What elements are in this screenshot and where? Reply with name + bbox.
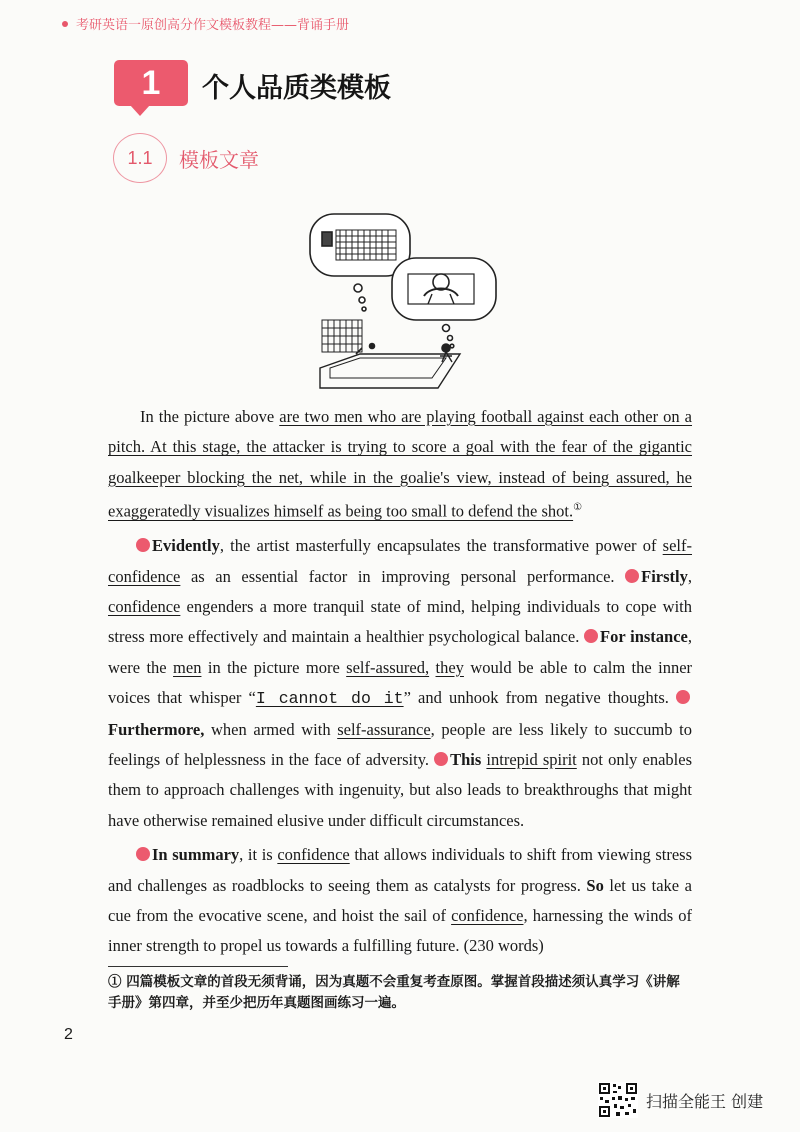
bullet-icon xyxy=(62,21,68,27)
chapter-number-badge xyxy=(114,60,188,106)
paragraph-2 xyxy=(108,531,692,836)
p2-text: , the artist masterfully encapsulates the transformative power of xyxy=(219,536,663,556)
paragraph-1 xyxy=(108,402,692,527)
p3-text: , it is xyxy=(239,845,278,865)
footnote-divider xyxy=(108,966,288,967)
p2-furthermore: Furthermore, xyxy=(108,719,205,739)
p2-text: would be able to calm the inner voices that whisper “ xyxy=(108,657,693,708)
p3-keyword: confidence xyxy=(277,845,350,865)
p3-text: , harnessing the winds of inner strength to propel us towards a fulfilling future. (230 words) xyxy=(108,906,692,956)
p2-for-instance: For instance xyxy=(600,627,688,647)
qr-code-icon xyxy=(598,1082,638,1118)
step-marker-3 xyxy=(584,629,598,643)
p2-this: This xyxy=(450,749,482,769)
p2-text: , people are less likely to succumb to feelings of helplessness in the face of adversity. xyxy=(108,719,692,769)
p2-keyword: intrepid spirit xyxy=(486,749,577,769)
section-number: 1.1 xyxy=(127,147,153,168)
cartoon-football-goalkeeper-illustration xyxy=(300,208,500,390)
step-marker-6 xyxy=(136,847,150,861)
section-title: 模板文章 xyxy=(179,148,259,172)
p2-text: in the picture more xyxy=(201,657,347,677)
running-header xyxy=(62,14,349,33)
p1-intro: In the picture above xyxy=(140,407,280,426)
footnote-mark: ① xyxy=(573,502,583,514)
p2-text: when armed with xyxy=(204,719,338,739)
p2-text: engenders a more tranquil state of mind, helping individuals to cope with stress more effectively and maintain a healthier psychological balance. xyxy=(108,596,692,647)
p1-description: are two men who are playing football against each other on a pitch. At this stage, the attacker is trying to score a goal with the fear of the gigantic goalkeeper blocking the net, while in the goalie's view, instead of being assured, he exaggeratedly visualizes himself as being too small to defend the shot. xyxy=(108,407,693,521)
p2-keyword: self-assured, xyxy=(346,657,430,677)
section-number-badge xyxy=(113,133,167,183)
p2-keyword: self-confidence xyxy=(108,536,692,586)
p2-text: , xyxy=(687,566,692,586)
p2-keyword: men xyxy=(173,657,202,677)
step-marker-2 xyxy=(625,569,639,583)
p2-keyword: they xyxy=(435,657,464,677)
chapter-number: 1 xyxy=(141,63,161,102)
p2-keyword: confidence xyxy=(108,596,181,616)
p2-evidently: Evidently xyxy=(152,536,220,556)
p3-keyword: confidence xyxy=(451,906,524,925)
p3-text: let us take a cue from the evocative scene, and hoist the sail of xyxy=(108,875,692,925)
scanner-watermark xyxy=(598,1082,763,1118)
page-number: 2 xyxy=(64,1026,73,1043)
p2-keyword: self-assurance xyxy=(337,719,431,739)
p2-text: as an essential factor in improving personal performance. xyxy=(180,566,626,586)
p3-so: So xyxy=(586,875,604,895)
essay-body xyxy=(108,402,692,962)
p2-text: ” and unhook from negative thoughts. xyxy=(403,688,677,708)
watermark-text: 扫描全能王 创建 xyxy=(646,1091,764,1111)
p2-quote: I cannot do it xyxy=(255,689,404,709)
paragraph-3 xyxy=(108,840,692,962)
p3-in-summary: In summary xyxy=(152,845,240,865)
footnote: ① 四篇模板文章的首段无须背诵，因为真题不会重复考查原图。掌握首段描述须认真学习《讲解手册》第四章，并至少把历年真题图画练习一遍。 xyxy=(108,974,680,1011)
p2-text: , were the xyxy=(108,627,692,677)
p2-firstly: Firstly xyxy=(641,566,688,586)
p2-text: not only enables them to approach challenges with ingenuity, but also leads to breakthroughs that might have otherwise remained elusive under difficult circumstances. xyxy=(108,749,692,830)
step-marker-4 xyxy=(676,690,690,704)
chapter-title: 个人品质类模板 xyxy=(202,73,391,104)
step-marker-5 xyxy=(434,752,448,766)
p3-text: that allows individuals to shift from viewing stress and challenges as roadblocks to seeing them as catalysts for progress. xyxy=(108,845,692,895)
step-marker-1 xyxy=(136,538,150,552)
running-title: 考研英语一原创高分作文模板教程——背诵手册 xyxy=(76,18,350,33)
